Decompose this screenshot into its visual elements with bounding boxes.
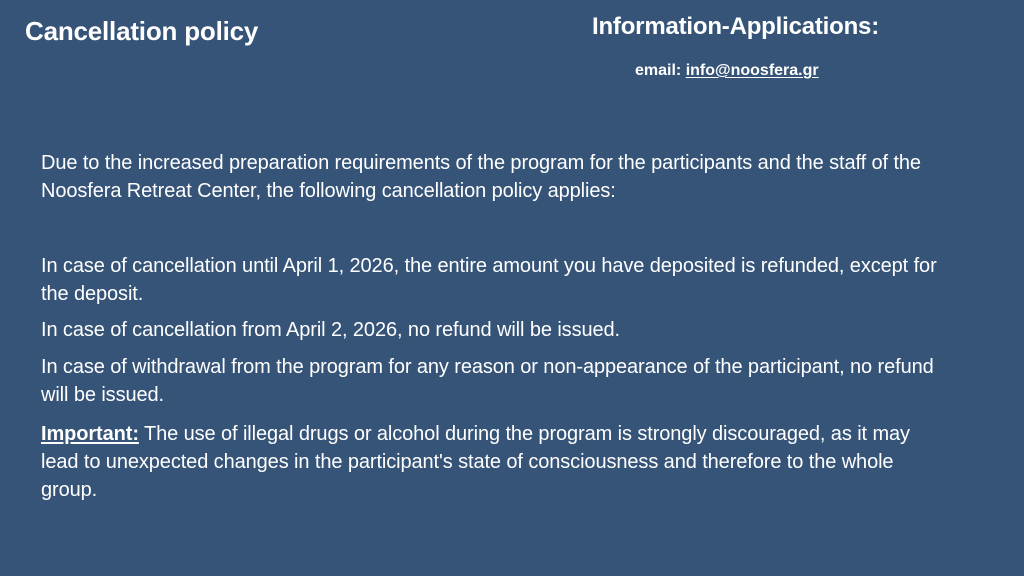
policy-paragraph-3: In case of withdrawal from the program for any reason or non-appearance of the participant, no refund will be issued.	[41, 356, 934, 406]
email-label: email:	[635, 62, 686, 79]
info-heading: Information-Applications:	[592, 13, 879, 40]
intro-paragraph: Due to the increased preparation requirements of the program for the participants and the staff of the Noosfera Retreat Center, the following cancellation policy applies:	[41, 152, 921, 202]
policy-paragraph-2: In case of cancellation from April 2, 2026, no refund will be issued.	[41, 319, 620, 341]
important-paragraph	[41, 420, 941, 504]
important-label: Important:	[41, 423, 139, 445]
email-line	[635, 60, 819, 82]
important-text: The use of illegal drugs or alcohol during the program is strongly discouraged, as it may lead to unexpected changes in the participant's state of consciousness and therefore to the whole group.	[41, 423, 910, 501]
page-title: Cancellation policy	[25, 16, 259, 46]
policy-paragraph-1: In case of cancellation until April 1, 2026, the entire amount you have deposited is refunded, except for the deposit.	[41, 255, 937, 305]
email-link[interactable]: info@noosfera.gr	[685, 62, 819, 79]
